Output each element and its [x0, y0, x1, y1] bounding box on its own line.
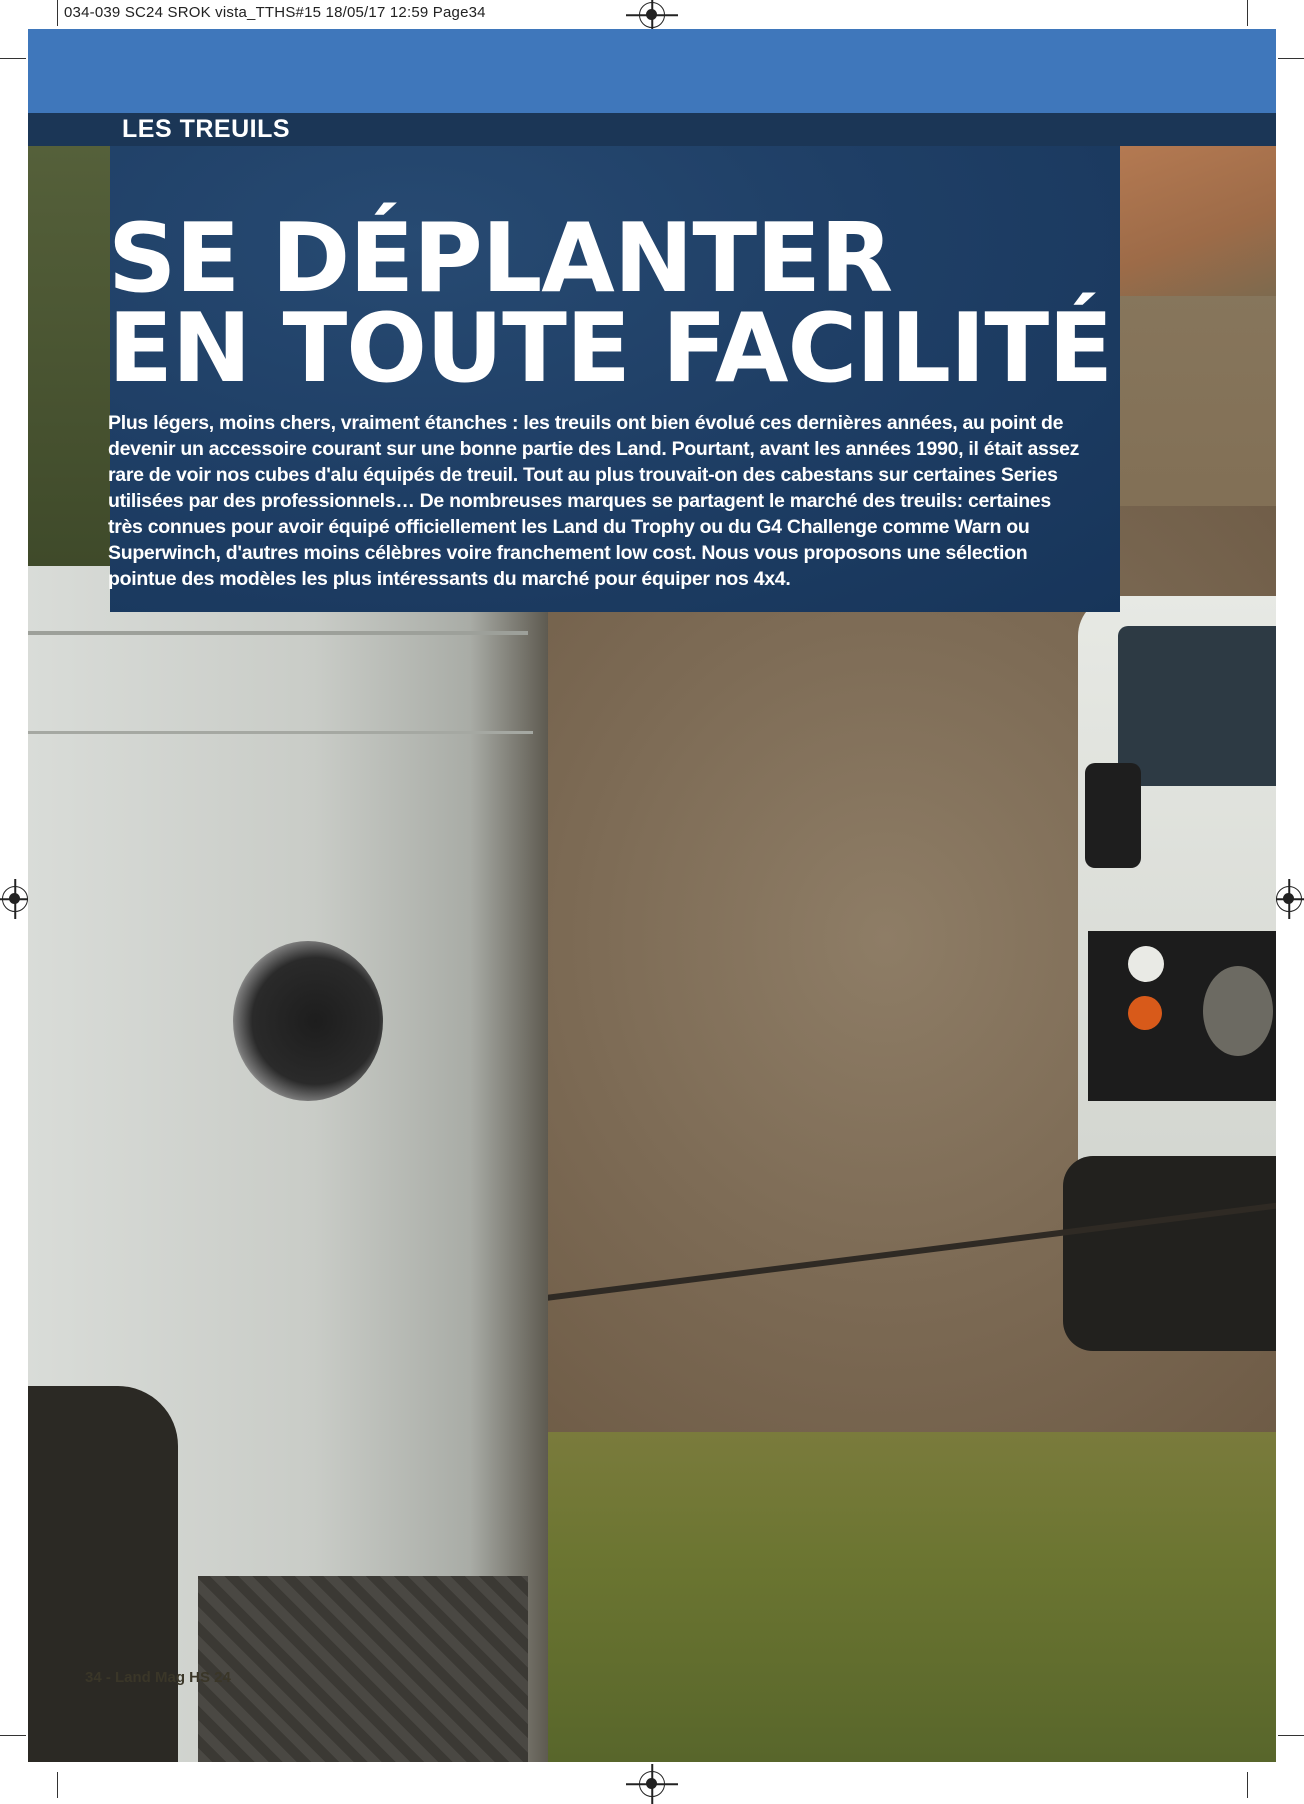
- page-footer: 34 - Land Mag HS 24: [85, 1669, 231, 1686]
- crop-mark-bottom-right-h: [1278, 1735, 1304, 1736]
- rear-tyre: [28, 1386, 178, 1762]
- body-panel-line: [28, 731, 533, 734]
- crop-mark-bottom-left-h: [0, 1735, 26, 1736]
- crop-mark-top-left-h: [0, 58, 26, 59]
- intro-line: rare de voir nos cubes d'alu équipés de treuil. Tout au plus trouvait-on des cabestans sur certaines Series: [108, 464, 1058, 486]
- headline: [108, 204, 1113, 404]
- windshield: [1118, 626, 1276, 786]
- intro-line: très connues pour avoir équipé officiellement les Land du Trophy ou du G4 Challenge comme Warn ou: [108, 516, 1030, 538]
- section-label: LES TREUILS: [122, 115, 291, 143]
- registration-mark-left: [2, 886, 28, 912]
- intro-paragraph: [108, 410, 1083, 592]
- crop-mark-top-right-h: [1278, 58, 1304, 59]
- front-tyre: [1063, 1156, 1276, 1351]
- river-bank: [1106, 146, 1276, 296]
- mudflap: [198, 1576, 528, 1762]
- grass-left: [28, 146, 118, 566]
- headlight: [1203, 966, 1273, 1056]
- registration-mark-right: [1276, 886, 1302, 912]
- intro-line: Superwinch, d'autres moins célèbres voire franchement low cost. Nous vous proposons une sélection: [108, 542, 1028, 564]
- intro-line: utilisées par des professionnels… De nombreuses marques se partagent le marché des treuils: certaines: [108, 490, 1051, 512]
- intro-line: Plus légers, moins chers, vraiment étanches : les treuils ont bien évolué ces dernières années, au point de: [108, 412, 1064, 434]
- side-mirror: [1085, 763, 1141, 868]
- top-color-band: [28, 29, 1276, 113]
- intro-line: devenir un accessoire courant sur une bonne partie des Land. Pourtant, avant les années 1990, il était assez: [108, 438, 1080, 460]
- crop-mark-top-right-v: [1247, 0, 1248, 26]
- indicator-lamp: [1128, 946, 1164, 982]
- crop-mark-bottom-left-v: [57, 1772, 58, 1798]
- intro-line: pointue des modèles les plus intéressants du marché pour équiper nos 4x4.: [108, 568, 791, 590]
- orange-lamp: [1128, 996, 1162, 1030]
- body-panel-line: [28, 631, 528, 635]
- headline-line-1: SE DÉPLANTER: [108, 204, 893, 314]
- print-slug: 034-039 SC24 SROK vista_TTHS#15 18/05/17 12:59 Page34: [64, 4, 486, 21]
- crop-mark-top-left-v: [57, 0, 58, 26]
- registration-mark-top: [639, 2, 665, 28]
- registration-mark-bottom: [639, 1771, 665, 1797]
- crop-mark-bottom-right-v: [1247, 1772, 1248, 1798]
- headline-line-2: EN TOUTE FACILITÉ: [108, 294, 1113, 404]
- fuel-cap: [233, 941, 383, 1101]
